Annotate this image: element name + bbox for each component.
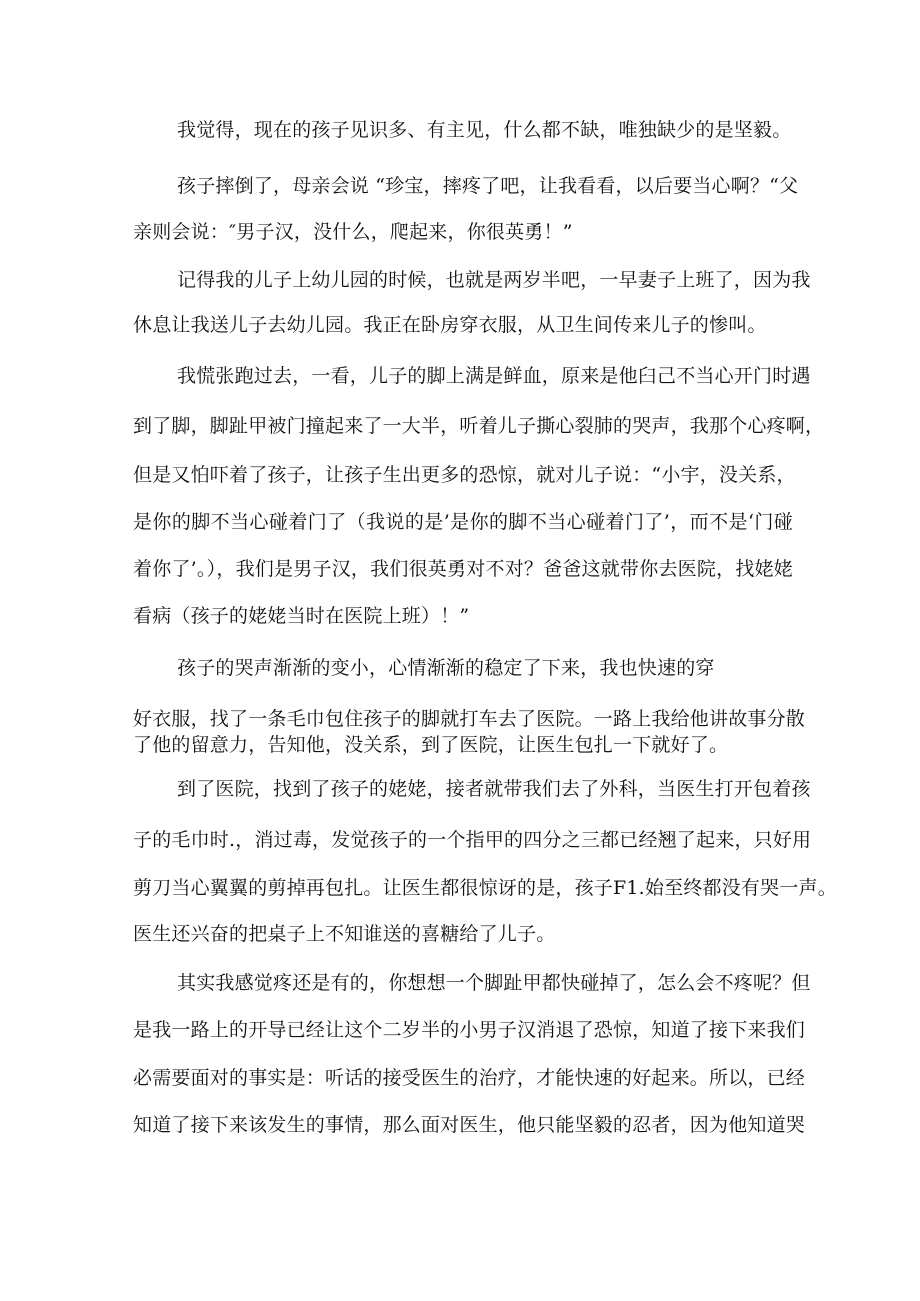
text-line: 着你了’。），我们是男子汉，我们很英勇对不对？爸爸这就带你去医院，找姥姥 — [133, 558, 793, 580]
text-line: 知道了接下来该发生的事情，那么面对医生，他只能坚毅的忍者，因为他知道哭 — [133, 1114, 806, 1136]
text-line: 我觉得，现在的孩子见识多、有主见，什么都不缺，唯独缺少的是坚毅。 — [177, 119, 792, 141]
text-line: 休息让我送儿子去幼儿园。我正在卧房穿衣服，从卫生间传来儿子的惨叫。 — [133, 314, 767, 336]
text-line: 了他的留意力，告知他，没关系，到了医院，让医生包扎一下就好了。 — [133, 734, 729, 756]
text-line: 是你的脚不当心碰着门了（我说的是’是你的脚不当心碰着门了’，而不是‘门碰 — [133, 511, 793, 533]
text-line: 好衣服，找了一条毛巾包住孩子的脚就打车去了医院。一路上我给他讲故事分散 — [133, 708, 806, 730]
text-line: 子的毛巾时.，消过毒，发觉孩子的一个指甲的四分之三都已经翘了起来，只好用 — [133, 829, 812, 851]
text-line: 看病（孩子的姥姥当时在医院上班）！” — [133, 605, 470, 627]
text-line: 到了医院，找到了孩子的姥姥，接者就带我们去了外科，当医生打开包着孩 — [177, 778, 811, 800]
text-line: 其实我感觉疼还是有的，你想想一个脚趾甲都快碰掉了，怎么会不疼呢？但 — [177, 972, 811, 994]
text-line: 我慌张跑过去，一看，儿子的脚上满是鲜血，原来是他臼己不当心开门时遇 — [177, 365, 811, 387]
text-line: 亲则会说：″男子汉，没什么，爬起来，你很英勇！” — [133, 221, 573, 243]
text-line: 记得我的儿子上幼儿园的时候，也就是两岁半吧，一早妻子上班了，因为我 — [177, 269, 811, 291]
text-line: 但是又怕吓着了孩子，让孩子生出更多的恐惊，就对儿子说：“小宇，没关系， — [133, 464, 796, 486]
text-line: 到了脚，脚趾甲被门撞起来了一大半，听着儿子撕心裂肺的哭声，我那个心疼啊， — [133, 415, 825, 437]
text-line: 是我一路上的开导已经让这个二岁半的小男子汉消退了恐惊，知道了接下来我们 — [133, 1019, 806, 1041]
text-line: 剪刀当心翼翼的剪掉再包扎。让医生都很惊讶的是，孩子F1.始至终都没有哭一声。 — [133, 877, 837, 899]
text-line: 孩子摔倒了，母亲会说 “珍宝，摔疼了吧，让我看看，以后要当心啊？“父 — [177, 175, 799, 197]
text-line: 必需要面对的事实是：听话的接受医生的治疗，才能快速的好起来。所以，已经 — [133, 1067, 806, 1089]
text-line: 医生还兴奋的把桌子上不知谁送的喜糖给了儿子。 — [133, 923, 556, 945]
text-line: 孩子的哭声渐渐的变小，心情渐渐的稳定了下来，我也快速的穿 — [177, 657, 715, 679]
